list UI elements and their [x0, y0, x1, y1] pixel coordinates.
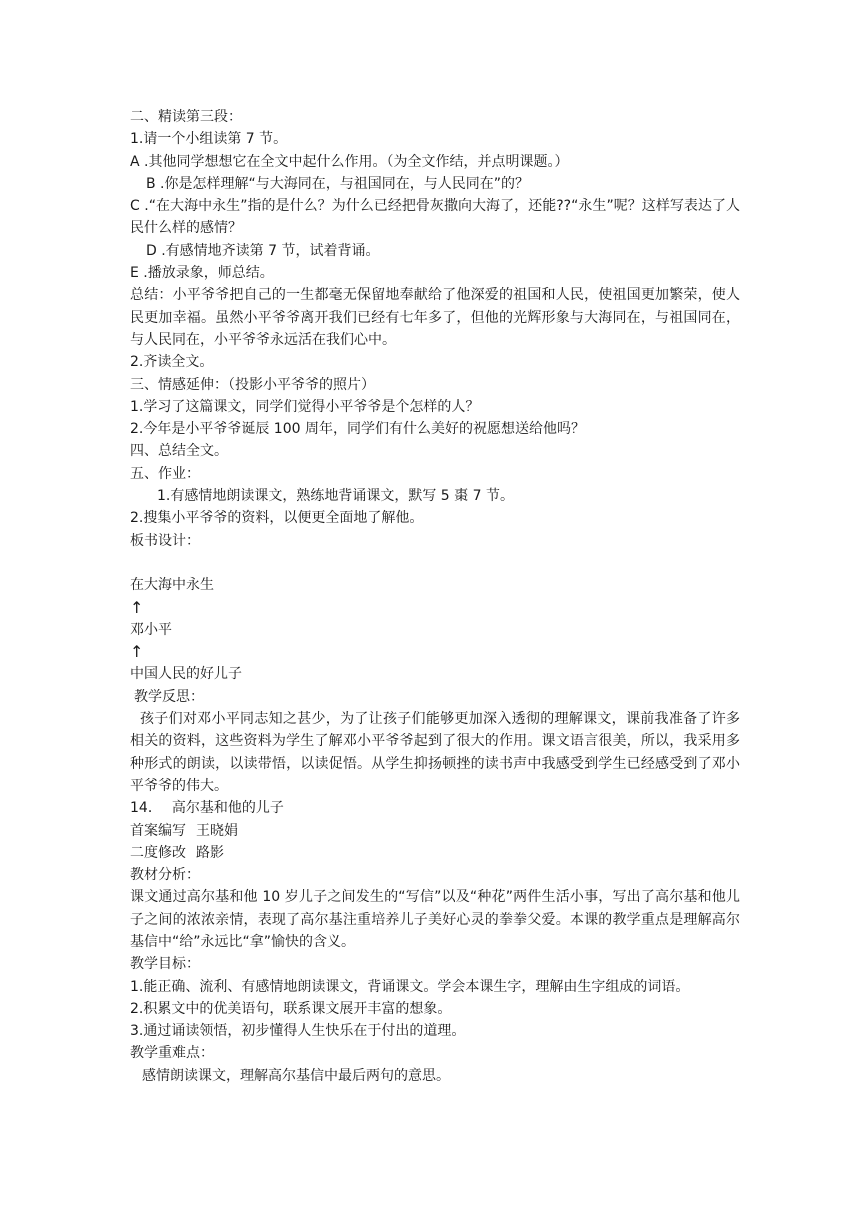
- extension-question-2: 2.今年是小平爷爷诞辰 100 周年，同学们有什么美好的祝愿想送给他吗？: [130, 421, 585, 438]
- author-line: [130, 820, 740, 842]
- board-title: 在大海中永生: [130, 577, 214, 594]
- section-four-heading: 四、总结全文。: [130, 443, 228, 460]
- section-three-heading: 三、情感延伸：（投影小平爷爷的照片）: [130, 376, 375, 393]
- question-c: C .“在大海中永生”指的是什么？为什么已经把骨灰撒向大海了，还能??“永生”呢？这样写表达了人民什么样的感情？: [130, 198, 740, 237]
- lesson-title-line: [130, 797, 740, 819]
- homework-item-1: 1.有感情地朗读课文，熟练地背诵课文，默写 5 棗 7 节。: [157, 488, 514, 505]
- revision-line: [130, 842, 740, 864]
- key-points-text: 感情朗读课文，理解高尔基信中最后两句的意思。: [142, 1067, 450, 1084]
- lesson-title: 高尔基和他的儿子: [171, 800, 284, 817]
- goal-item-2: 2.积累文中的优美语句，联系课文展开丰富的想象。: [130, 1000, 452, 1017]
- key-points-heading: 教学重难点：: [130, 1045, 214, 1062]
- question-b: B .你是怎样理解“与大海同在，与祖国同在，与人民同在”的？: [146, 175, 530, 192]
- section-two-item-2: 2.齐读全文。: [130, 354, 214, 371]
- reflection-heading: 教学反思：: [134, 688, 204, 705]
- revision-label: 二度修改: [130, 844, 186, 861]
- question-e: E .播放录象，师总结。: [130, 265, 274, 282]
- lesson-number: 14．: [130, 800, 162, 817]
- question-a: A .其他同学想想它在全文中起什么作用。（为全文作结，并点明课题。）: [130, 153, 569, 170]
- analysis-paragraph: 课文通过高尔基和他 10 岁儿子之间发生的“写信”以及“种花”两件生活小事，写出了高尔基和他儿子之间的浓浓亲情，表现了高尔基注重培养儿子美好心灵的拳拳父爱。本课的教学重点是理解高尔基信中“给”永远比“拿”愉快的含义。: [130, 889, 740, 950]
- up-arrow-icon: ↑: [130, 597, 144, 617]
- board-subtitle: 中国人民的好儿子: [130, 666, 242, 683]
- up-arrow-icon: ↑: [130, 642, 144, 662]
- extension-question-1: 1.学习了这篇课文，同学们觉得小平爷爷是个怎样的人？: [130, 398, 480, 415]
- section-two-item-1: 1.请一个小组读第 7 节。: [130, 131, 288, 148]
- author-label: 首案编写: [130, 822, 186, 839]
- summary-paragraph: 总结：小平爷爷把自己的一生都毫无保留地奉献给了他深爱的祖国和人民，使祖国更加繁荣，使人民更加幸福。虽然小平爷爷离开我们已经有七年多了，但他的光辉形象与大海同在，与祖国同在，与人民同在，小平爷爷永远活在我们心中。: [130, 287, 740, 348]
- analysis-heading: 教材分析：: [130, 867, 200, 884]
- question-d: D .有感情地齐读第 7 节，试着背诵。: [146, 242, 380, 259]
- goals-heading: 教学目标：: [130, 956, 200, 973]
- spacer: [130, 552, 740, 574]
- reviser-name: 路影: [196, 844, 224, 861]
- homework-item-2: 2.搜集小平爷爷的资料，以便更全面地了解他。: [130, 510, 424, 527]
- author-name: 王晓娟: [196, 822, 238, 839]
- goal-item-3: 3.通过诵读领悟，初步懂得人生快乐在于付出的道理。: [130, 1023, 466, 1040]
- section-two-heading: 二、精读第三段：: [130, 109, 242, 125]
- board-design-heading: 板书设计：: [130, 532, 200, 549]
- section-five-heading: 五、作业：: [130, 465, 200, 482]
- board-name: 邓小平: [130, 621, 172, 638]
- document-body: [130, 106, 740, 1087]
- goal-item-1: 1.能正确、流利、有感情地朗读课文，背诵课文。学会本课生字，理解由生字组成的词语。: [130, 978, 690, 995]
- reflection-paragraph: 孩子们对邓小平同志知之甚少，为了让孩子们能够更加深入透彻的理解课文，课前我准备了许多相关的资料，这些资料为学生了解邓小平爷爷起到了很大的作用。课文语言很美，所以，我采用多种形式的朗读，以读带悟，以读促悟。从学生抑扬顿挫的读书声中我感受到学生已经感受到了邓小平爷爷的伟大。: [130, 711, 740, 794]
